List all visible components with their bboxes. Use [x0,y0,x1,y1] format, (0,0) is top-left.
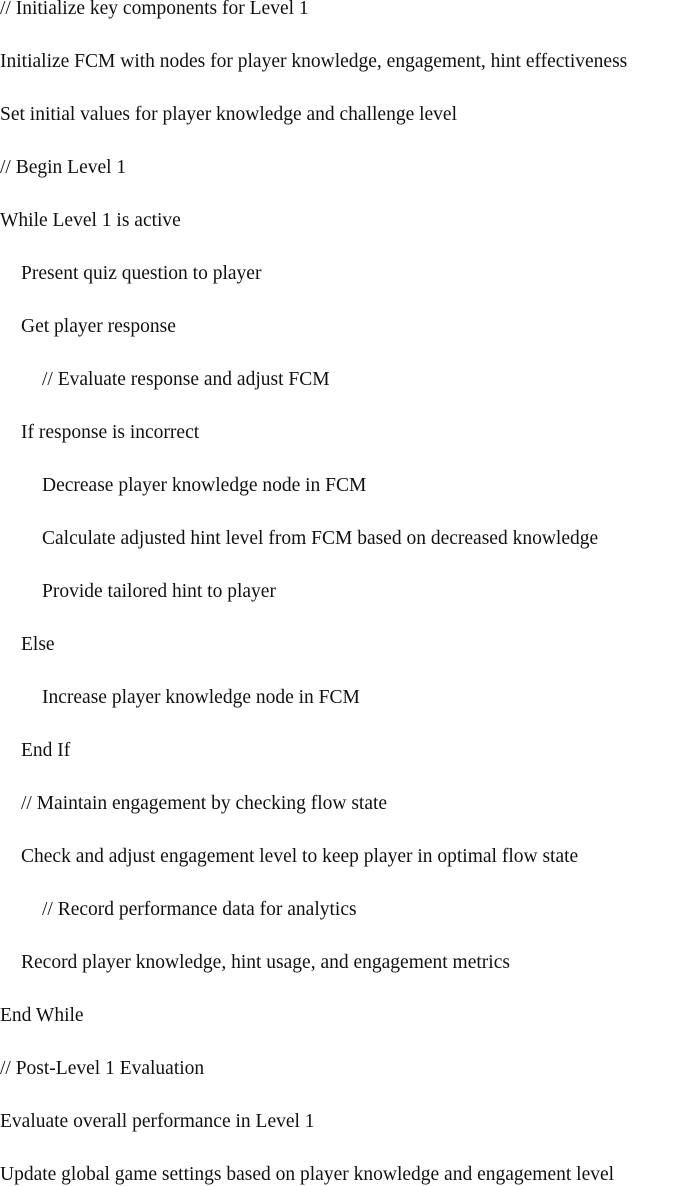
pseudocode-line: While Level 1 is active [0,210,181,231]
pseudocode-line: Decrease player knowledge node in FCM [42,475,367,496]
pseudocode-line: Provide tailored hint to player [42,581,276,602]
pseudocode-line: // Post-Level 1 Evaluation [0,1058,205,1079]
pseudocode-line: End While [0,1005,84,1026]
pseudocode-line: Increase player knowledge node in FCM [42,687,360,708]
pseudocode-line: Else [21,634,55,655]
pseudocode-line: // Maintain engagement by checking flow state [21,793,388,814]
pseudocode-line: Present quiz question to player [21,263,262,284]
pseudocode-line: Update global game settings based on player knowledge and engagement level [0,1164,615,1185]
pseudocode-line: Calculate adjusted hint level from FCM based on decreased knowledge [42,528,599,549]
pseudocode-line: // Evaluate response and adjust FCM [42,369,330,390]
pseudocode-line: End If [21,740,71,761]
pseudocode-line: Get player response [21,316,176,337]
pseudocode-line: // Begin Level 1 [0,157,127,178]
pseudocode-line: If response is incorrect [21,422,200,443]
pseudocode-line: // Record performance data for analytics [42,899,357,920]
pseudocode-line: Evaluate overall performance in Level 1 [0,1111,315,1132]
pseudocode-line: Initialize FCM with nodes for player knowledge, engagement, hint effectiveness [0,51,628,72]
pseudocode-line: // Initialize key components for Level 1 [0,0,309,19]
pseudocode-line: Check and adjust engagement level to keep player in optimal flow state [21,846,579,867]
pseudocode-line: Set initial values for player knowledge and challenge level [0,104,458,125]
pseudocode-line: Record player knowledge, hint usage, and engagement metrics [21,952,510,973]
